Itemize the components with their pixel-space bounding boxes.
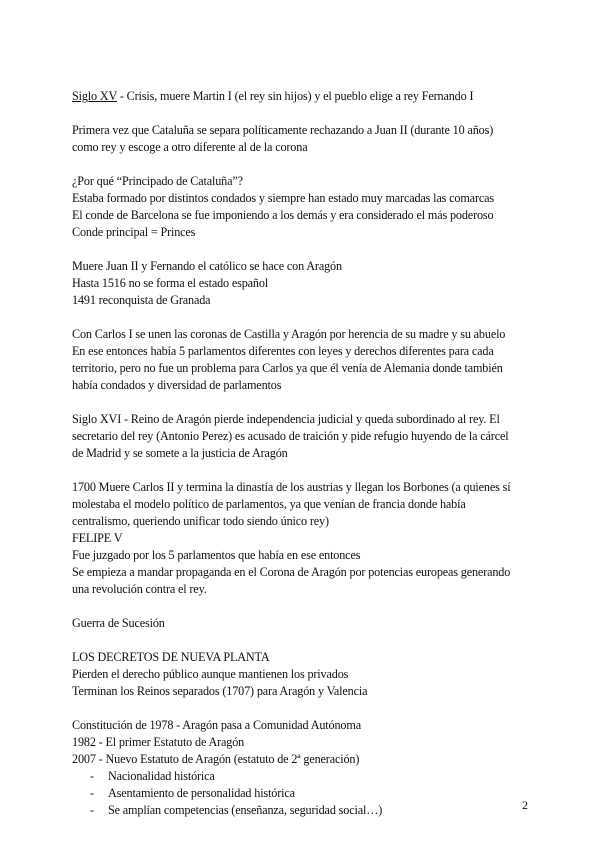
- section-heading: LOS DECRETOS DE NUEVA PLANTA: [72, 650, 270, 664]
- paragraph-1700-borbones: [72, 479, 542, 598]
- list-item: [72, 768, 542, 785]
- text-fragment: - Crisis, muere Martin I (el rey sin hijos) y el pueblo elige a rey Fernando I: [116, 89, 474, 103]
- text-line: Con Carlos I se unen las coronas de Castilla y Aragón por herencia de su madre y su abuelo: [72, 327, 506, 341]
- page-number: 2: [522, 798, 528, 812]
- paragraph-guerra-sucesion: [72, 615, 542, 632]
- section-label-siglo-xv: Siglo XV: [72, 89, 117, 103]
- dash-bullet: -: [90, 803, 94, 817]
- paragraph-constitucion: [72, 717, 542, 819]
- text-line: Conde principal = Princes: [72, 225, 196, 239]
- text-line: ¿Por qué “Principado de Cataluña”?: [72, 174, 243, 188]
- text-line: Primera vez que Cataluña se separa políticamente rechazando a Juan II (durante 10 años): [72, 123, 494, 137]
- text-line: centralismo, queriendo unificar todo siendo único rey): [72, 514, 329, 528]
- list-item-text: Asentamiento de personalidad histórica: [108, 786, 295, 800]
- paragraph-principado: [72, 173, 542, 241]
- paragraph-siglo-xv: [72, 88, 542, 105]
- list-item: [72, 802, 542, 819]
- text-line: El conde de Barcelona se fue imponiendo a los demás y era considerado el más poderoso: [72, 208, 494, 222]
- text-line: [72, 88, 542, 105]
- text-line: 1982 - El primer Estatuto de Aragón: [72, 735, 245, 749]
- paragraph-decretos-nueva-planta: [72, 649, 542, 700]
- text-line: como rey y escoge a otro diferente al de la corona: [72, 140, 308, 154]
- list-item-text: Se amplían competencias (enseñanza, seguridad social…): [108, 803, 383, 817]
- text-line: molestaba el modelo político de parlamentos, ya que venían de francia donde había: [72, 497, 466, 511]
- list-item: [72, 785, 542, 802]
- text-line: una revolución contra el rey.: [72, 582, 207, 596]
- text-line: Pierden el derecho público aunque mantienen los privados: [72, 667, 349, 681]
- text-line: Terminan los Reinos separados (1707) para Aragón y Valencia: [72, 684, 368, 698]
- text-line: Se empieza a mandar propaganda en el Corona de Aragón por potencias europeas generando: [72, 565, 511, 579]
- text-line: Hasta 1516 no se forma el estado español: [72, 276, 269, 290]
- estatuto-list: [72, 768, 542, 819]
- text-line: Guerra de Sucesión: [72, 616, 165, 630]
- text-line: había condados y diversidad de parlamentos: [72, 378, 282, 392]
- paragraph-carlos-i: [72, 326, 542, 394]
- text-line: Muere Juan II y Fernando el católico se hace con Aragón: [72, 259, 342, 273]
- text-line: Constitución de 1978 - Aragón pasa a Comunidad Autónoma: [72, 718, 361, 732]
- paragraph-siglo-xvi: [72, 411, 542, 462]
- dash-bullet: -: [90, 786, 94, 800]
- text-line: En ese entonces había 5 parlamentos diferentes con leyes y derechos diferentes para cada: [72, 344, 494, 358]
- text-line: secretario del rey (Antonio Perez) es acusado de traición y pide refugio huyendo de la cárcel: [72, 429, 509, 443]
- text-line: Estaba formado por distintos condados y siempre han estado muy marcadas las comarcas: [72, 191, 494, 205]
- list-item-text: Nacionalidad histórica: [108, 769, 215, 783]
- document-body: [72, 88, 542, 819]
- text-line: territorio, pero no fue un problema para Carlos ya que él venía de Alemania donde también: [72, 361, 503, 375]
- text-line: 1491 reconquista de Granada: [72, 293, 211, 307]
- text-line: de Madrid y se somete a la justicia de Aragón: [72, 446, 288, 460]
- text-line: 2007 - Nuevo Estatuto de Aragón (estatuto de 2ª generación): [72, 752, 360, 766]
- dash-bullet: -: [90, 769, 94, 783]
- paragraph-cataluna-separa: [72, 122, 542, 156]
- text-line: Fue juzgado por los 5 parlamentos que había en ese entonces: [72, 548, 361, 562]
- text-line: FELIPE V: [72, 531, 123, 545]
- paragraph-juan-ii: [72, 258, 542, 309]
- text-line: 1700 Muere Carlos II y termina la dinastía de los austrias y llegan los Borbones (a quienes sí: [72, 480, 511, 494]
- text-line: Siglo XVI - Reino de Aragón pierde independencia judicial y queda subordinado al rey. El: [72, 412, 500, 426]
